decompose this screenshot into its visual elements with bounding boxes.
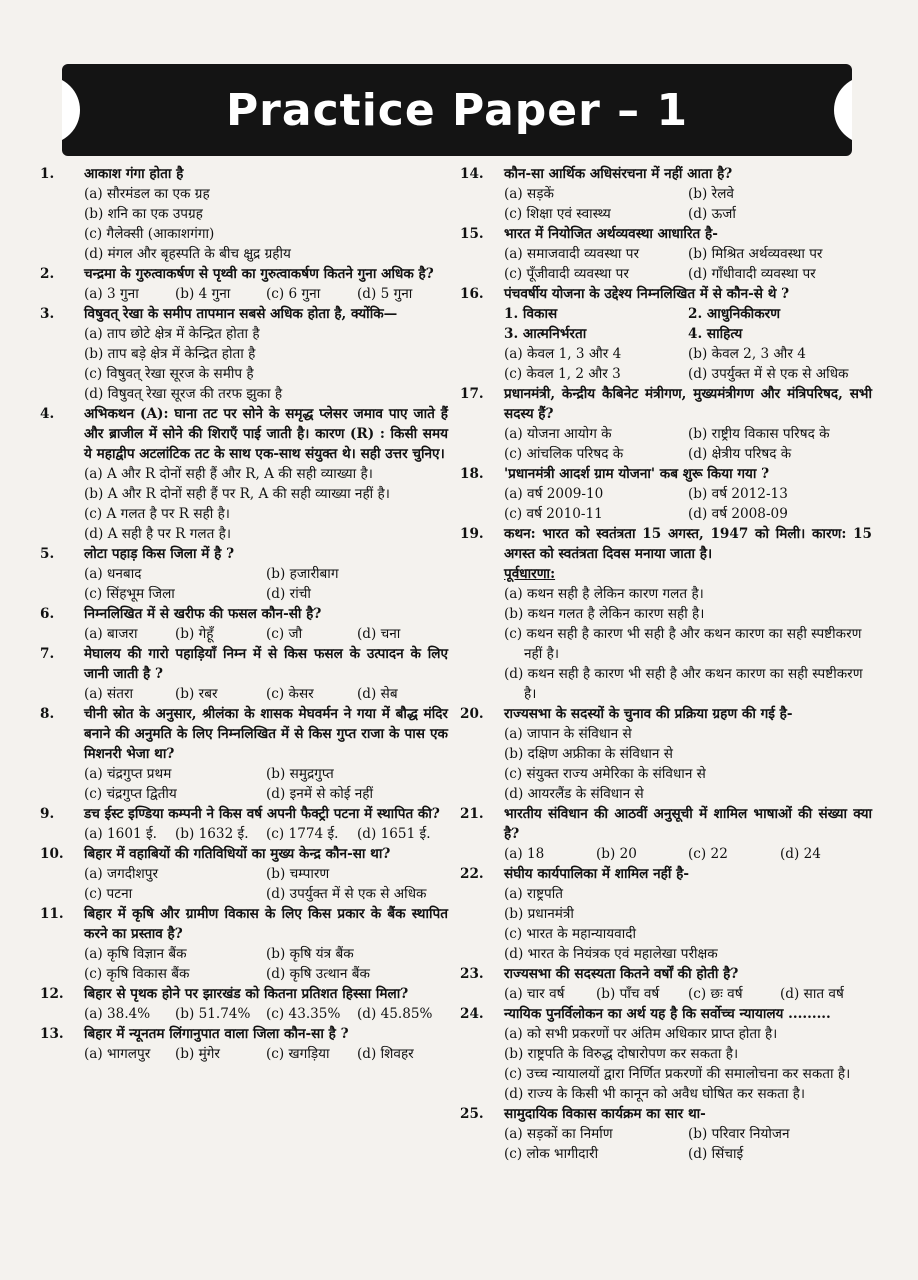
question-item bbox=[40, 404, 448, 544]
answer-option: (b) केवल 2, 3 और 4 bbox=[688, 346, 806, 362]
answer-option: (c) कथन सही है कारण भी सही है और कथन कारण का सही स्पष्टीकरण नहीं है। bbox=[504, 626, 862, 662]
question-text: मेघालय की गारो पहाड़ियाँ निम्न में से किस फसल के उत्पादन के लिए जानी जाती है ? bbox=[84, 646, 448, 682]
option-list bbox=[84, 564, 448, 604]
question-text: निम्नलिखित में से खरीफ की फसल कौन-सी है? bbox=[84, 606, 322, 622]
question-text: भारत में नियोजित अर्थव्यवस्था आधारित है- bbox=[504, 226, 718, 242]
answer-option: (c) छः वर्ष bbox=[688, 986, 743, 1002]
answer-option: (b) पाँच वर्ष bbox=[596, 986, 660, 1002]
question-text: संघीय कार्यपालिका में शामिल नहीं है- bbox=[504, 866, 689, 882]
statement-item: 2. आधुनिकीकरण bbox=[688, 306, 781, 322]
question-text: राज्यसभा की सदस्यता कितने वर्षों की होती है? bbox=[504, 966, 739, 982]
answer-option: (d) कृषि उत्थान बैंक bbox=[266, 966, 370, 982]
answer-option: (c) भारत के महान्यायवादी bbox=[504, 926, 636, 942]
answer-option: (b) 51.74% bbox=[175, 1006, 251, 1022]
question-item bbox=[40, 644, 448, 704]
option-list bbox=[84, 764, 448, 804]
answer-option: (d) 1651 ई. bbox=[357, 826, 431, 842]
question-number: 6. bbox=[40, 606, 55, 622]
question-item bbox=[40, 164, 448, 264]
question-text: बिहार में न्यूनतम लिंगानुपात वाला जिला कौन-सा है ? bbox=[84, 1026, 349, 1042]
question-text: बिहार में कृषि और ग्रामीण विकास के लिए किस प्रकार के बैंक स्थापित करने का प्रस्ताव है? bbox=[84, 906, 448, 942]
answer-option: (b) 20 bbox=[596, 846, 637, 862]
answer-option: (a) धनबाद bbox=[84, 566, 142, 582]
answer-option: (a) बाजरा bbox=[84, 626, 138, 642]
question-number: 7. bbox=[40, 646, 55, 662]
answer-option: (a) योजना आयोग के bbox=[504, 426, 612, 442]
answer-option: (c) उच्च न्यायालयों द्वारा निर्णित प्रकरणों की समालोचना कर सकता है। bbox=[504, 1066, 851, 1082]
answer-option: (d) इनमें से कोई नहीं bbox=[266, 786, 374, 802]
question-text: कथन: भारत को स्वतंत्रता 15 अगस्त, 1947 को मिली। कारण: 15 अगस्त को स्वतंत्रता दिवस मनाया जाता है। bbox=[504, 526, 872, 562]
answer-option: (a) राष्ट्रपति bbox=[504, 886, 564, 902]
question-number: 21. bbox=[460, 806, 484, 822]
answer-option: (c) केसर bbox=[266, 686, 314, 702]
answer-option: (d) 45.85% bbox=[357, 1006, 433, 1022]
statement-list bbox=[504, 304, 872, 344]
answer-option: (b) समुद्रगुप्त bbox=[266, 766, 334, 782]
question-number: 8. bbox=[40, 706, 55, 722]
question-item bbox=[40, 804, 448, 844]
answer-option: (d) क्षेत्रीय परिषद के bbox=[688, 446, 792, 462]
question-number: 24. bbox=[460, 1006, 484, 1022]
option-list bbox=[504, 724, 872, 804]
answer-option: (a) कृषि विज्ञान बैंक bbox=[84, 946, 187, 962]
question-item bbox=[40, 704, 448, 804]
question-item bbox=[460, 524, 872, 704]
question-item bbox=[460, 704, 872, 804]
question-text: आकाश गंगा होता है bbox=[84, 166, 184, 182]
answer-option: (b) हजारीबाग bbox=[266, 566, 339, 582]
answer-option: (a) A और R दोनों सही हैं और R, A की सही व्याख्या है। bbox=[84, 466, 373, 482]
left-column bbox=[40, 164, 448, 1064]
answer-option: (d) ऊर्जा bbox=[688, 206, 736, 222]
question-item bbox=[40, 304, 448, 404]
answer-option: (d) कथन सही है कारण भी सही है और कथन कारण का सही स्पष्टीकरण है। bbox=[504, 666, 863, 702]
question-item bbox=[40, 904, 448, 984]
answer-option: (d) 24 bbox=[780, 846, 821, 862]
answer-option: (b) राष्ट्रपति के विरुद्ध दोषारोपण कर सकता है। bbox=[504, 1046, 739, 1062]
answer-option: (c) खगड़िया bbox=[266, 1046, 330, 1062]
option-list bbox=[504, 884, 872, 964]
option-list bbox=[84, 1004, 448, 1024]
question-item bbox=[460, 964, 872, 1004]
option-list bbox=[504, 184, 872, 224]
question-number: 19. bbox=[460, 526, 484, 542]
option-list bbox=[84, 824, 448, 844]
answer-option: (d) सेब bbox=[357, 686, 398, 702]
question-subheading-row bbox=[504, 564, 872, 584]
right-crescent-decoration bbox=[806, 64, 852, 156]
answer-option: (d) मंगल और बृहस्पति के बीच क्षुद्र ग्रहीय bbox=[84, 246, 291, 262]
question-number: 17. bbox=[460, 386, 484, 402]
question-text: बिहार में वहाबियों की गतिविधियों का मुख्य केन्द्र कौन-सा था? bbox=[84, 846, 391, 862]
answer-option: (d) उपर्युक्त में से एक से अधिक bbox=[266, 886, 427, 902]
question-item bbox=[460, 1104, 872, 1164]
option-list bbox=[504, 1024, 872, 1104]
answer-option: (c) कृषि विकास बैंक bbox=[84, 966, 190, 982]
question-text: अभिकथन (A): घाना तट पर सोने के समृद्ध प्लेसर जमाव पाए जाते हैं और ब्राजील में सोने की शिराएँ पाई जाती है। कारण (R) : किसी समय ये महाद्वीप अटलांटिक तट के साथ एक-साथ संयुक्त थे। सही उत्तर चुनिए। bbox=[84, 406, 448, 462]
answer-option: (a) समाजवादी व्यवस्था पर bbox=[504, 246, 640, 262]
answer-option: (c) शिक्षा एवं स्वास्थ्य bbox=[504, 206, 611, 222]
question-number: 23. bbox=[460, 966, 484, 982]
answer-option: (b) रबर bbox=[175, 686, 218, 702]
question-text: विषुवत् रेखा के समीप तापमान सबसे अधिक होता है, क्योंकि— bbox=[84, 306, 398, 322]
question-number: 4. bbox=[40, 406, 55, 422]
question-number: 12. bbox=[40, 986, 64, 1002]
option-list bbox=[84, 184, 448, 264]
answer-option: (b) राष्ट्रीय विकास परिषद के bbox=[688, 426, 830, 442]
question-item bbox=[40, 604, 448, 644]
question-item bbox=[460, 804, 872, 864]
question-text: सामुदायिक विकास कार्यक्रम का सार था- bbox=[504, 1106, 706, 1122]
statement-item: 3. आत्मनिर्भरता bbox=[504, 326, 587, 342]
question-number: 18. bbox=[460, 466, 484, 482]
question-number: 3. bbox=[40, 306, 55, 322]
question-item bbox=[40, 264, 448, 304]
answer-option: (a) सड़कें bbox=[504, 186, 554, 202]
answer-option: (a) चंद्रगुप्त प्रथम bbox=[84, 766, 172, 782]
answer-option: (b) शनि का एक उपग्रह bbox=[84, 206, 203, 222]
question-item bbox=[460, 864, 872, 964]
answer-option: (d) वर्ष 2008-09 bbox=[688, 506, 788, 522]
answer-option: (d) आयरलैंड के संविधान से bbox=[504, 786, 644, 802]
question-item bbox=[460, 384, 872, 464]
answer-option: (c) A गलत है पर R सही है। bbox=[84, 506, 230, 522]
option-list bbox=[84, 624, 448, 644]
answer-option: (a) को सभी प्रकरणों पर अंतिम अधिकार प्राप्त होता है। bbox=[504, 1026, 778, 1042]
question-item bbox=[460, 224, 872, 284]
answer-option: (b) मुंगेर bbox=[175, 1046, 220, 1062]
question-text: न्यायिक पुनर्विलोकन का अर्थ यह है कि सर्वोच्च न्यायालय ......... bbox=[504, 1006, 831, 1022]
question-item bbox=[460, 284, 872, 384]
question-item bbox=[40, 1024, 448, 1064]
option-list bbox=[504, 584, 872, 704]
question-number: 22. bbox=[460, 866, 484, 882]
option-list bbox=[504, 424, 872, 464]
answer-option: (a) वर्ष 2009-10 bbox=[504, 486, 604, 502]
question-number: 11. bbox=[40, 906, 64, 922]
answer-option: (b) वर्ष 2012-13 bbox=[688, 486, 788, 502]
answer-option: (c) जौ bbox=[266, 626, 303, 642]
question-item bbox=[460, 1004, 872, 1104]
question-text: पंचवर्षीय योजना के उद्देश्य निम्नलिखित में से कौन-से थे ? bbox=[504, 286, 790, 302]
answer-option: (c) वर्ष 2010-11 bbox=[504, 506, 603, 522]
question-number: 1. bbox=[40, 166, 55, 182]
option-list bbox=[84, 864, 448, 904]
answer-option: (d) उपर्युक्त में से एक से अधिक bbox=[688, 366, 849, 382]
answer-option: (c) 22 bbox=[688, 846, 728, 862]
question-text: चन्द्रमा के गुरुत्वाकर्षण से पृथ्वी का गुरुत्वाकर्षण कितने गुना अधिक है? bbox=[84, 266, 434, 282]
question-text: बिहार से पृथक होने पर झारखंड को कितना प्रतिशत हिस्सा मिला? bbox=[84, 986, 409, 1002]
question-text: लोटा पहाड़ किस जिला में है ? bbox=[84, 546, 235, 562]
question-text: चीनी स्रोत के अनुसार, श्रीलंका के शासक मेघवर्मन ने गया में बौद्ध मंदिर बनाने की अनुमति के लिए निम्नलिखित में से किस गुप्त राजा के पास एक मिशनरी भेजा था? bbox=[84, 706, 448, 762]
answer-option: (c) आंचलिक परिषद के bbox=[504, 446, 624, 462]
answer-option: (b) रेलवे bbox=[688, 186, 734, 202]
answer-option: (c) विषुवत् रेखा सूरज के समीप है bbox=[84, 366, 254, 382]
answer-option: (b) 1632 ई. bbox=[175, 826, 249, 842]
question-item bbox=[40, 984, 448, 1024]
option-list bbox=[504, 484, 872, 524]
answer-option: (b) चम्पारण bbox=[266, 866, 330, 882]
answer-option: (a) केवल 1, 3 और 4 bbox=[504, 346, 622, 362]
question-number: 2. bbox=[40, 266, 55, 282]
question-number: 15. bbox=[460, 226, 484, 242]
option-list bbox=[504, 244, 872, 284]
question-number: 16. bbox=[460, 286, 484, 302]
answer-option: (c) सिंहभूम जिला bbox=[84, 586, 175, 602]
answer-option: (a) 38.4% bbox=[84, 1006, 151, 1022]
answer-option: (d) विषुवत् रेखा सूरज की तरफ झुका है bbox=[84, 386, 283, 402]
question-text: कौन-सा आर्थिक अधिसंरचना में नहीं आता है? bbox=[504, 166, 733, 182]
question-text: डच ईस्ट इण्डिया कम्पनी ने किस वर्ष अपनी फैक्ट्री पटना में स्थापित की? bbox=[84, 806, 440, 822]
answer-option: (c) पटना bbox=[84, 886, 133, 902]
option-list bbox=[84, 1044, 448, 1064]
answer-option: (a) संतरा bbox=[84, 686, 134, 702]
answer-option: (a) सड़कों का निर्माण bbox=[504, 1126, 613, 1142]
answer-option: (a) 18 bbox=[504, 846, 545, 862]
question-number: 10. bbox=[40, 846, 64, 862]
answer-option: (d) सिंचाई bbox=[688, 1146, 744, 1162]
answer-option: (c) चंद्रगुप्त द्वितीय bbox=[84, 786, 177, 802]
answer-option: (b) कथन गलत है लेकिन कारण सही है। bbox=[504, 606, 705, 622]
answer-option: (a) चार वर्ष bbox=[504, 986, 565, 1002]
option-list bbox=[84, 324, 448, 404]
answer-option: (c) 6 गुना bbox=[266, 286, 321, 302]
answer-option: (b) प्रधानमंत्री bbox=[504, 906, 574, 922]
option-list bbox=[84, 684, 448, 704]
answer-option: (b) A और R दोनों सही हैं पर R, A की सही व्याख्या नहीं है। bbox=[84, 486, 390, 502]
answer-option: (a) ताप छोटे क्षेत्र में केन्द्रित होता है bbox=[84, 326, 260, 342]
answer-option: (d) चना bbox=[357, 626, 401, 642]
question-number: 20. bbox=[460, 706, 484, 722]
answer-option: (d) सात वर्ष bbox=[780, 986, 844, 1002]
question-number: 5. bbox=[40, 546, 55, 562]
answer-option: (a) सौरमंडल का एक ग्रह bbox=[84, 186, 210, 202]
question-number: 14. bbox=[460, 166, 484, 182]
question-subheading: पूर्वधारणा: bbox=[504, 566, 556, 582]
statement-item: 4. साहित्य bbox=[688, 326, 743, 342]
question-item bbox=[40, 844, 448, 904]
answer-option: (a) भागलपुर bbox=[84, 1046, 151, 1062]
answer-option: (c) पूँजीवादी व्यवस्था पर bbox=[504, 266, 629, 282]
answer-option: (b) कृषि यंत्र बैंक bbox=[266, 946, 354, 962]
answer-option: (d) A सही है पर R गलत है। bbox=[84, 526, 232, 542]
answer-option: (c) गैलेक्सी (आकाशगंगा) bbox=[84, 226, 215, 242]
answer-option: (d) गाँधीवादी व्यवस्था पर bbox=[688, 266, 816, 282]
question-item bbox=[40, 544, 448, 604]
answer-option: (a) 1601 ई. bbox=[84, 826, 157, 842]
answer-option: (c) संयुक्त राज्य अमेरिका के संविधान से bbox=[504, 766, 706, 782]
option-list bbox=[504, 344, 872, 384]
question-number: 13. bbox=[40, 1026, 64, 1042]
right-column bbox=[460, 164, 872, 1164]
answer-option: (b) ताप बड़े क्षेत्र में केन्द्रित होता है bbox=[84, 346, 256, 362]
option-list bbox=[84, 464, 448, 544]
answer-option: (d) रांची bbox=[266, 586, 311, 602]
answer-option: (c) लोक भागीदारी bbox=[504, 1146, 599, 1162]
page-title: Practice Paper – 1 bbox=[225, 84, 689, 136]
question-item bbox=[460, 464, 872, 524]
answer-option: (a) जगदीशपुर bbox=[84, 866, 159, 882]
question-text: 'प्रधानमंत्री आदर्श ग्राम योजना' कब शुरू किया गया ? bbox=[504, 466, 770, 482]
answer-option: (b) दक्षिण अफ्रीका के संविधान से bbox=[504, 746, 673, 762]
answer-option: (b) मिश्रित अर्थव्यवस्था पर bbox=[688, 246, 823, 262]
answer-option: (a) कथन सही है लेकिन कारण गलत है। bbox=[504, 586, 704, 602]
question-item bbox=[460, 164, 872, 224]
left-crescent-decoration bbox=[62, 64, 108, 156]
question-number: 25. bbox=[460, 1106, 484, 1122]
option-list bbox=[504, 984, 872, 1004]
option-list bbox=[504, 1124, 872, 1164]
answer-option: (c) 1774 ई. bbox=[266, 826, 339, 842]
answer-option: (d) 5 गुना bbox=[357, 286, 413, 302]
title-banner bbox=[62, 64, 852, 156]
option-list bbox=[504, 844, 872, 864]
option-list bbox=[84, 944, 448, 984]
question-text: प्रधानमंत्री, केन्द्रीय कैबिनेट मंत्रीगण, मुख्यमंत्रीगण और मंत्रिपरिषद, सभी सदस्य हैं? bbox=[504, 386, 872, 422]
answer-option: (b) 4 गुना bbox=[175, 286, 231, 302]
answer-option: (d) शिवहर bbox=[357, 1046, 414, 1062]
answer-option: (b) परिवार नियोजन bbox=[688, 1126, 790, 1142]
question-number: 9. bbox=[40, 806, 55, 822]
question-text: भारतीय संविधान की आठवीं अनुसूची में शामिल भाषाओं की संख्या क्या है? bbox=[504, 806, 872, 842]
question-text: राज्यसभा के सदस्यों के चुनाव की प्रक्रिया ग्रहण की गई है- bbox=[504, 706, 793, 722]
answer-option: (d) भारत के नियंत्रक एवं महालेखा परीक्षक bbox=[504, 946, 718, 962]
answer-option: (a) जापान के संविधान से bbox=[504, 726, 632, 742]
statement-item: 1. विकास bbox=[504, 306, 558, 322]
answer-option: (c) केवल 1, 2 और 3 bbox=[504, 366, 621, 382]
answer-option: (b) गेहूँ bbox=[175, 626, 214, 642]
answer-option: (a) 3 गुना bbox=[84, 286, 139, 302]
option-list bbox=[84, 284, 448, 304]
answer-option: (c) 43.35% bbox=[266, 1006, 341, 1022]
answer-option: (d) राज्य के किसी भी कानून को अवैध घोषित कर सकता है। bbox=[504, 1086, 806, 1102]
